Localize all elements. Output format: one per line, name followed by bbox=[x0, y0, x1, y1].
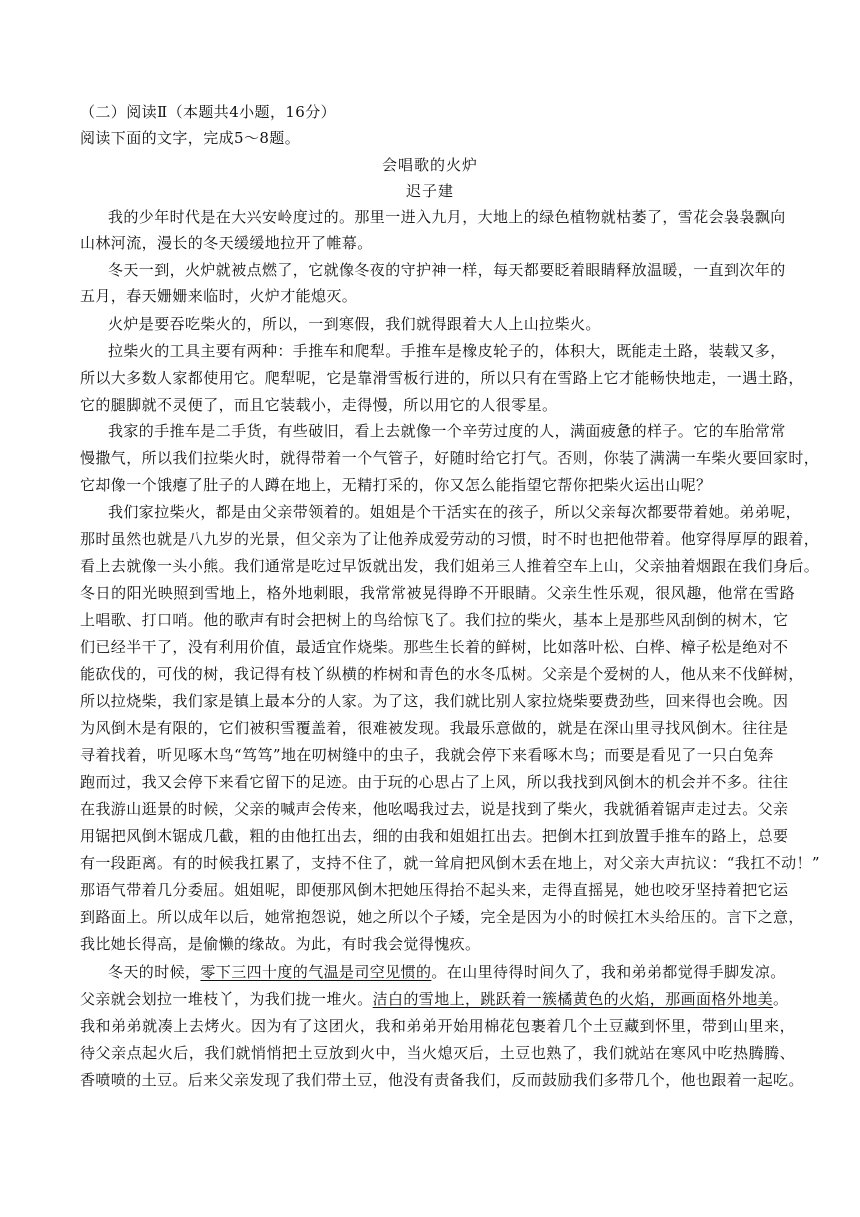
paragraph-line: 火炉是要吞吃柴火的，所以，一到寒假，我们就得跟着大人上山拉柴火。 bbox=[108, 315, 601, 333]
paragraph-line: 上唱歌、打口哨。他的歌声有时会把树上的鸟给惊飞了。我们拉的柴火，基本上是那些风刮倒的树木，它 bbox=[80, 611, 789, 629]
underlined-phrase: 零下三四十度的气温是司空见惯的 bbox=[200, 963, 432, 981]
paragraph-line: 用锯把风倒木锯成几截，粗的由他扛出去，细的由我和姐姐扛出去。把倒木扛到放置手推车的路上，总要 bbox=[80, 827, 789, 845]
paragraph-line: 我们家拉柴火，都是由父亲带领着的。姐姐是个干活实在的孩子，所以父亲每次都要带着她。弟弟呢， bbox=[108, 503, 802, 521]
text-run: 父亲就会划拉一堆枝丫，为我们拢一堆火。 bbox=[80, 990, 373, 1008]
paragraph-line bbox=[80, 989, 795, 1009]
paragraph-line: 它却像一个饿瘪了肚子的人蹲在地上，无精打采的，你又怎么能指望它帮你把柴火运出山呢？ bbox=[80, 476, 712, 494]
instruction: 阅读下面的文字，完成5～8题。 bbox=[80, 129, 301, 147]
paragraph-line: 我和弟弟就凑上去烤火。因为有了这团火，我和弟弟开始用棉花包裹着几个土豆藏到怀里，带到山里来， bbox=[80, 1017, 795, 1035]
paragraph-line: 拉柴火的工具主要有两种：手推车和爬犁。手推车是橡皮轮子的，体积大，既能走土路，装载又多， bbox=[108, 342, 786, 360]
paragraph-line: 到路面上。所以成年以后，她常抱怨说，她之所以个子矮，完全是因为小的时候扛木头给压的。言下之意， bbox=[80, 908, 804, 926]
paragraph-line: 为风倒木是有限的，它们被积雪覆盖着，很难被发现。我最乐意做的，就是在深山里寻找风倒木。往往是 bbox=[80, 719, 789, 737]
paragraph-line: 待父亲点起火后，我们就悄悄把土豆放到火中，当火熄灭后，土豆也熟了，我们就站在寒风中吃热腾腾、 bbox=[80, 1044, 795, 1062]
text-run: 。在山里待得时间久了，我和弟弟都觉得手脚发凉。 bbox=[431, 963, 786, 981]
paragraph-line: 香喷喷的土豆。后来父亲发现了我们带土豆，他没有责备我们，反而鼓励我们多带几个，他也跟着一起吃。 bbox=[80, 1071, 804, 1089]
article-title: 会唱歌的火炉 bbox=[381, 156, 478, 174]
text-run: 。 bbox=[773, 990, 789, 1008]
paragraph-line: 那时虽然也就是八九岁的光景，但父亲为了让他养成爱劳动的习惯，时不时也把他带着。他穿得厚厚的跟着， bbox=[80, 530, 820, 548]
text-run: 冬天的时候， bbox=[108, 963, 201, 981]
paragraph-line: 冬天一到，火炉就被点燃了，它就像冬夜的守护神一样，每天都要眨着眼睛释放温暖，一直到次年的 bbox=[108, 261, 786, 279]
paragraph-line: 五月，春天姗姗来临时，火炉才能熄灭。 bbox=[80, 287, 358, 305]
underlined-phrase: 洁白的雪地上，跳跃着一簇橘黄色的火焰，那画面格外地美 bbox=[372, 990, 774, 1008]
paragraph-line: 跑而过，我又会停下来看它留下的足迹。由于玩的心思占了上风，所以我找到风倒木的机会并不多。往往 bbox=[80, 773, 789, 791]
paragraph-line: 我的少年时代是在大兴安岭度过的。那里一进入九月，大地上的绿色植物就枯萎了，雪花会袅袅飘向 bbox=[108, 208, 786, 226]
article-author: 迟子建 bbox=[405, 182, 454, 200]
paragraph-line: 所以拉烧柴，我们家是镇上最本分的人家。为了这，我们就比别人家拉烧柴要费劲些，回来得也会晚。因 bbox=[80, 692, 789, 710]
paragraph-line: 冬日的阳光映照到雪地上，格外地刺眼，我常常被晃得睁不开眼睛。父亲生性乐观，很风趣，他常在雪路 bbox=[80, 584, 795, 602]
paragraph-line: 们已经半干了，没有利用价值，最适宜作烧柴。那些生长着的鲜树，比如落叶松、白桦、樟子松是绝对不 bbox=[80, 638, 789, 656]
section-heading: （二）阅读Ⅱ（本题共4小题，16分） bbox=[80, 103, 337, 121]
paragraph-line: 慢撒气，所以我们拉柴火时，就得带着一个气管子，好随时给它打气。否则，你装了满满一车柴火要回家时， bbox=[80, 449, 820, 467]
paragraph-line: 看上去就像一头小熊。我们通常是吃过早饭就出发，我们姐弟三人推着空车上山，父亲抽着烟跟在我们身后。 bbox=[80, 557, 820, 575]
paragraph-line: 我比她长得高，是偷懒的缘故。为此，有时我会觉得愧疚。 bbox=[80, 935, 481, 953]
paragraph-line bbox=[108, 962, 823, 982]
paragraph-line: 在我游山逛景的时候，父亲的喊声会传来，他吆喝我过去，说是找到了柴火，我就循着锯声走过去。父亲 bbox=[80, 800, 789, 818]
paragraph-line: 所以大多数人家都使用它。爬犁呢，它是靠滑雪板行进的，所以只有在雪路上它才能畅快地走，一遇土路， bbox=[80, 369, 804, 387]
paragraph-line: 寻着找着，听见啄木鸟“笃笃”地在叨树缝中的虫子，我就会停下来看啄木鸟；而要是看见了一只白兔奔 bbox=[80, 746, 774, 764]
paragraph-line: 能砍伐的，可伐的树，我记得有枝丫纵横的柞树和青色的水冬瓜树。父亲是个爱树的人，他从来不伐鲜树， bbox=[80, 665, 804, 683]
paragraph-line: 有一段距离。有的时候我扛累了，支持不住了，就一耸肩把风倒木丢在地上，对父亲大声抗议：“我扛不动！” bbox=[80, 854, 820, 872]
paragraph-line: 那语气带着几分委屈。姐姐呢，即便那风倒木把她压得抬不起头来，走得直摇晃，她也咬牙坚持着把它运 bbox=[80, 881, 789, 899]
paragraph-line: 我家的手推车是二手货，有些破旧，看上去就像一个辛劳过度的人，满面疲惫的样子。它的车胎常常 bbox=[108, 422, 786, 440]
paragraph-line: 它的腿脚就不灵便了，而且它装载小，走得慢，所以用它的人很零星。 bbox=[80, 396, 558, 414]
paragraph-line: 山林河流，漫长的冬天缓缓地拉开了帷幕。 bbox=[80, 234, 373, 252]
